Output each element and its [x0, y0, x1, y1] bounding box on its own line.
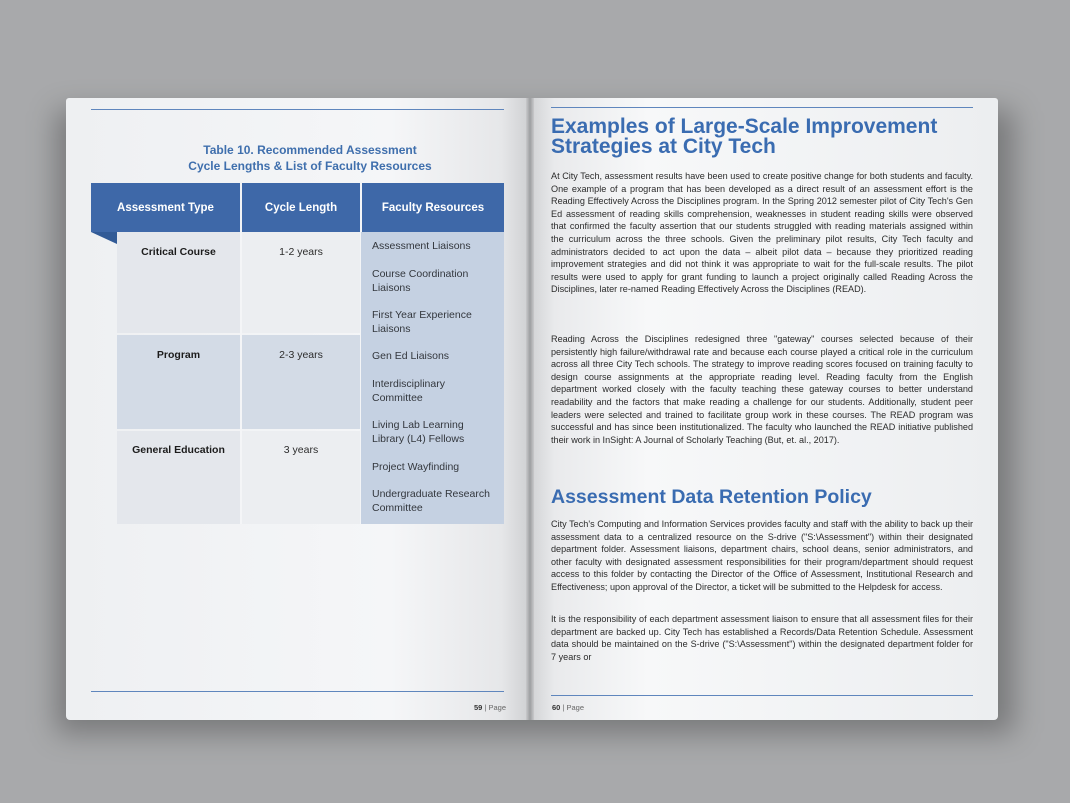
- row2-type: Program: [156, 349, 201, 361]
- resource-item: Gen Ed Liaisons: [372, 350, 450, 362]
- right-bottom-rule: [551, 695, 973, 696]
- right-page-number: 60: [552, 703, 561, 712]
- left-footer: 59 | Page: [474, 703, 506, 712]
- left-top-rule: [91, 109, 504, 110]
- paragraph-2: Reading Across the Disciplines redesigned three "gateway" courses selected because of their persistently high failure/withdrawal rate and because each course played a critical role in the curriculum across all three City Tech schools. The strategy to improve reading scores focused on training faculty to design course assignments at the appropriate reading level. Reading faculty from the English department worked closely with the faculty teaching these gateway courses to better understand readability and the factors that make reading a challenge for our students. Additionally, student peer leaders were selected and trained to facilitate group work in these courses. The READ program was successful and has since been institutionalized. The faculty who launched the READ initiative published their work in InSight: A Journal of Scholarly Teaching (But, et. al., 2017).: [551, 334, 973, 445]
- paragraph-1: At City Tech, assessment results have been used to create positive change for both students and faculty. One example of a program that has been developed as a direct result of an assessment effort is the Reading Effectively Across the Disciplines program. In the Spring 2012 semester pilot of City Tech's Gen Ed assessment of reading skills comprehension, weaknesses in student reading skills were observed that confirmed the faculty assertion that our students struggled with reading materials assigned within the curriculum across the three schools. Given the preliminary pilot results, City Tech faculty and administrators decided to act upon the data – albeit pilot data – because they prioritized reading improvement strategies and did not think it was appropriate to wait for the full-scale results. The pilot results were used to apply for grant funding to launch a project originally called Reading Across the Disciplines, later re-named Reading Effectively Across the Disciplines (READ).: [551, 171, 973, 295]
- heading-data-retention: Assessment Data Retention Policy: [551, 486, 872, 508]
- book-gutter: [526, 98, 534, 720]
- resource-item: Living Lab Learning Library (L4) Fellows: [372, 419, 465, 445]
- left-bottom-rule: [91, 691, 504, 692]
- resource-item: First Year Experience Liaisons: [372, 309, 472, 335]
- left-page-label: Page: [488, 703, 506, 712]
- resource-item: Assessment Liaisons: [372, 240, 471, 252]
- paragraph-3: City Tech's Computing and Information Services provides faculty and staff with the ability to back up their assessment data to a centralized resource on the S-drive ("S:\Assessment") within their designated department folder. Assessment liaisons, department chairs, school deans, senior administrators, and other faculty with designated assessment responsibilities for their program/department should request access to this folder by contacting the Director of the Office of Assessment, Institutional Research and Effectiveness; upon approval of the Director, a ticket will be submitted to the Helpdesk for access.: [551, 519, 973, 592]
- row1-type: Critical Course: [141, 246, 216, 258]
- header-cycle-length: Cycle Length: [242, 183, 360, 232]
- right-top-rule: [551, 107, 973, 108]
- paragraph-4: It is the responsibility of each department assessment liaison to ensure that all assessment files for their department are backed up. City Tech has established a Records/Data Retention Schedule. Assessment data should be maintained on the S-drive ("S:\Assessment") within the designated department folder for 7 years or: [551, 614, 973, 662]
- resource-item: Undergraduate Research Committee: [372, 488, 490, 514]
- resource-item: Project Wayfinding: [372, 461, 460, 473]
- resource-item: Interdisciplinary Committee: [372, 378, 445, 404]
- header-fold-shadow: [91, 232, 117, 244]
- col-divider-1: [240, 232, 242, 524]
- header-assessment-type: Assessment Type: [91, 183, 240, 232]
- table-title-line2: Cycle Lengths & List of Faculty Resources: [188, 159, 432, 173]
- right-page-label: Page: [566, 703, 584, 712]
- table-title: [120, 142, 500, 174]
- header-faculty-resources: Faculty Resources: [362, 183, 504, 232]
- resource-item: Course Coordination Liaisons: [372, 268, 469, 294]
- right-footer: 60 | Page: [552, 703, 584, 712]
- left-page-number: 59: [474, 703, 483, 712]
- row1-cycle: 1-2 years: [279, 246, 323, 258]
- heading-large-scale-strategies: Examples of Large-Scale Improvement Strategies at City Tech: [551, 115, 938, 158]
- row2-cycle: 2-3 years: [279, 349, 323, 361]
- row3-cycle: 3 years: [283, 444, 319, 456]
- table-title-line1: Table 10. Recommended Assessment: [203, 143, 417, 157]
- row3-type: General Education: [132, 444, 225, 456]
